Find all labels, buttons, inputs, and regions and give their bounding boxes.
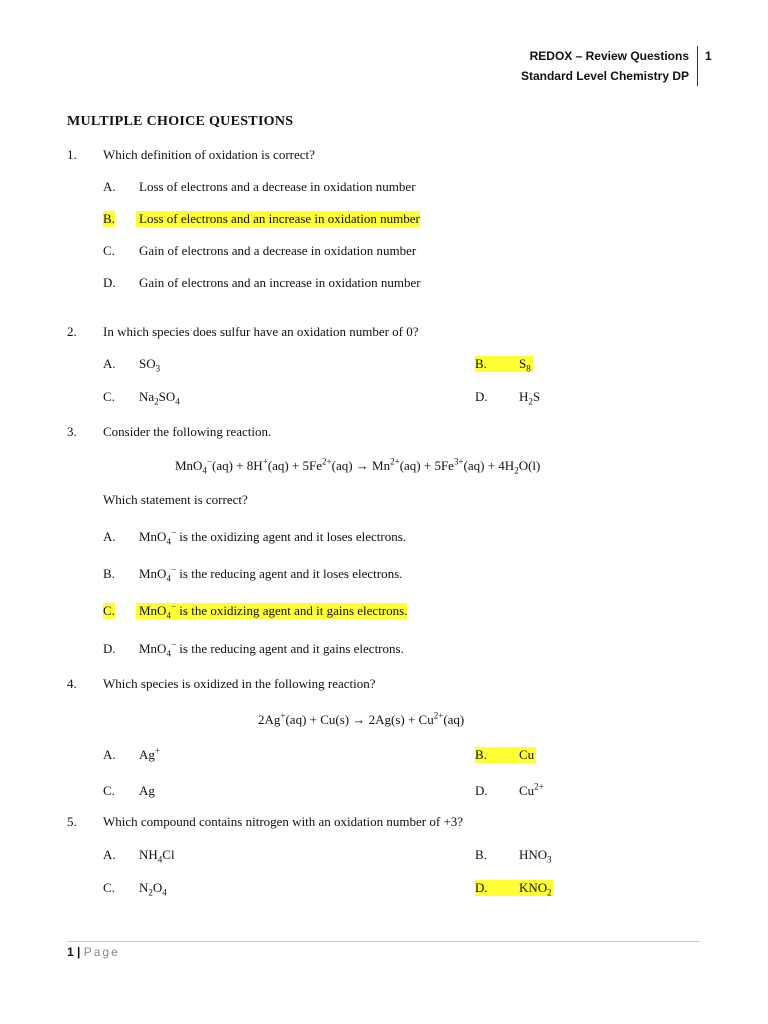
q1-number: 1. [67, 147, 77, 162]
q2-label-c: C. [103, 389, 115, 404]
q3-equation: $MnO_4^-(aq) + 8H^+(aq) + 5Fe^{2+}(aq) \to Mn^{2+}(aq) + 5Fe^{3+}(aq) + 4H_2O(l)$ [175, 456, 541, 476]
q3-option-b: MnO$_4$− is the reducing agent and it loses electrons. [139, 564, 403, 584]
section-title: MULTIPLE CHOICE QUESTIONS [67, 114, 294, 129]
running-header [521, 46, 698, 86]
q2-label-a: A. [103, 356, 116, 371]
q3-prompt: Which statement is correct? [103, 492, 248, 507]
q2-option-d: $H_2S$ [519, 389, 541, 407]
q5-label-c: C. [103, 880, 115, 895]
header-subtitle: Standard Level Chemistry DP [520, 69, 689, 83]
footer-page-label: Page [83, 945, 120, 959]
q5-label-d: D. [475, 880, 517, 896]
q4-option-b: Cu [519, 747, 535, 762]
q4-label-a: A. [103, 747, 116, 762]
q2-option-c: $Na_2SO_4$ [139, 389, 180, 407]
footer-separator: | [73, 945, 84, 959]
q1-text: Which definition of oxidation is correct? [103, 147, 315, 162]
q5-label-a: A. [103, 847, 116, 862]
q4-number: 4. [67, 676, 77, 691]
footer-page-number: 1 [67, 945, 74, 959]
header-title: REDOX – Review Questions [529, 49, 689, 63]
q2-option-b: $S_8$ [519, 356, 531, 374]
q2-label-b: B. [475, 356, 517, 372]
q5-text: Which compound contains nitrogen with an oxidation number of +3? [103, 814, 464, 829]
q1-option-b: Loss of electrons and an increase in oxidation number [136, 211, 420, 227]
q4-option-c: Ag [139, 783, 155, 798]
q2-text: In which species does sulfur have an oxidation number of 0? [103, 324, 419, 339]
q3-label-c: C. [103, 603, 115, 618]
q3-label-a: A. [103, 529, 116, 544]
q1-label-a: A. [103, 179, 116, 194]
q5-option-c: $N_2O_4$ [139, 880, 167, 898]
q1-label-d: D. [103, 275, 116, 290]
q3-option-a: MnO$_4$− is the oxidizing agent and it loses electrons. [139, 527, 407, 547]
q3-text: Consider the following reaction. [103, 424, 272, 439]
footer-divider [67, 941, 700, 942]
q4-option-a: Ag+ [139, 745, 160, 762]
q1-option-a: Loss of electrons and a decrease in oxidation number [139, 179, 416, 194]
q4-equation: $2Ag^+(aq) + Cu(s) \to 2Ag(s) + Cu^{2+}(aq)$ [258, 710, 465, 727]
q5-option-d: $KNO_2$ [519, 880, 552, 898]
q4-label-c: C. [103, 783, 115, 798]
header-page-number: 1 [705, 49, 712, 63]
q1-label-b: B. [103, 211, 115, 226]
q4-label-b: B. [475, 747, 517, 763]
q5-option-b: $HNO_3$ [519, 847, 552, 865]
q3-option-c: MnO$_4$− is the oxidizing agent and it gains electrons. [136, 603, 407, 619]
q3-option-d: MnO$_4$− is the reducing agent and it gains electrons. [139, 639, 404, 659]
q2-label-d: D. [475, 389, 488, 404]
q1-option-d: Gain of electrons and an increase in oxidation number [139, 275, 421, 290]
q2-option-a: $SO_3$ [139, 356, 161, 374]
q4-option-d: $Cu^{2+}$ [519, 781, 544, 798]
q3-label-b: B. [103, 566, 115, 581]
q4-label-d: D. [475, 783, 488, 798]
q4-text: Which species is oxidized in the following reaction? [103, 676, 376, 691]
q3-label-d: D. [103, 641, 116, 656]
q5-label-b: B. [475, 847, 487, 862]
q2-number: 2. [67, 324, 77, 339]
q5-option-a: $NH_4Cl$ [139, 847, 175, 865]
q3-number: 3. [67, 424, 77, 439]
q1-option-c: Gain of electrons and a decrease in oxidation number [139, 243, 417, 258]
q5-number: 5. [67, 814, 77, 829]
page-footer [67, 945, 120, 959]
q1-label-c: C. [103, 243, 115, 258]
